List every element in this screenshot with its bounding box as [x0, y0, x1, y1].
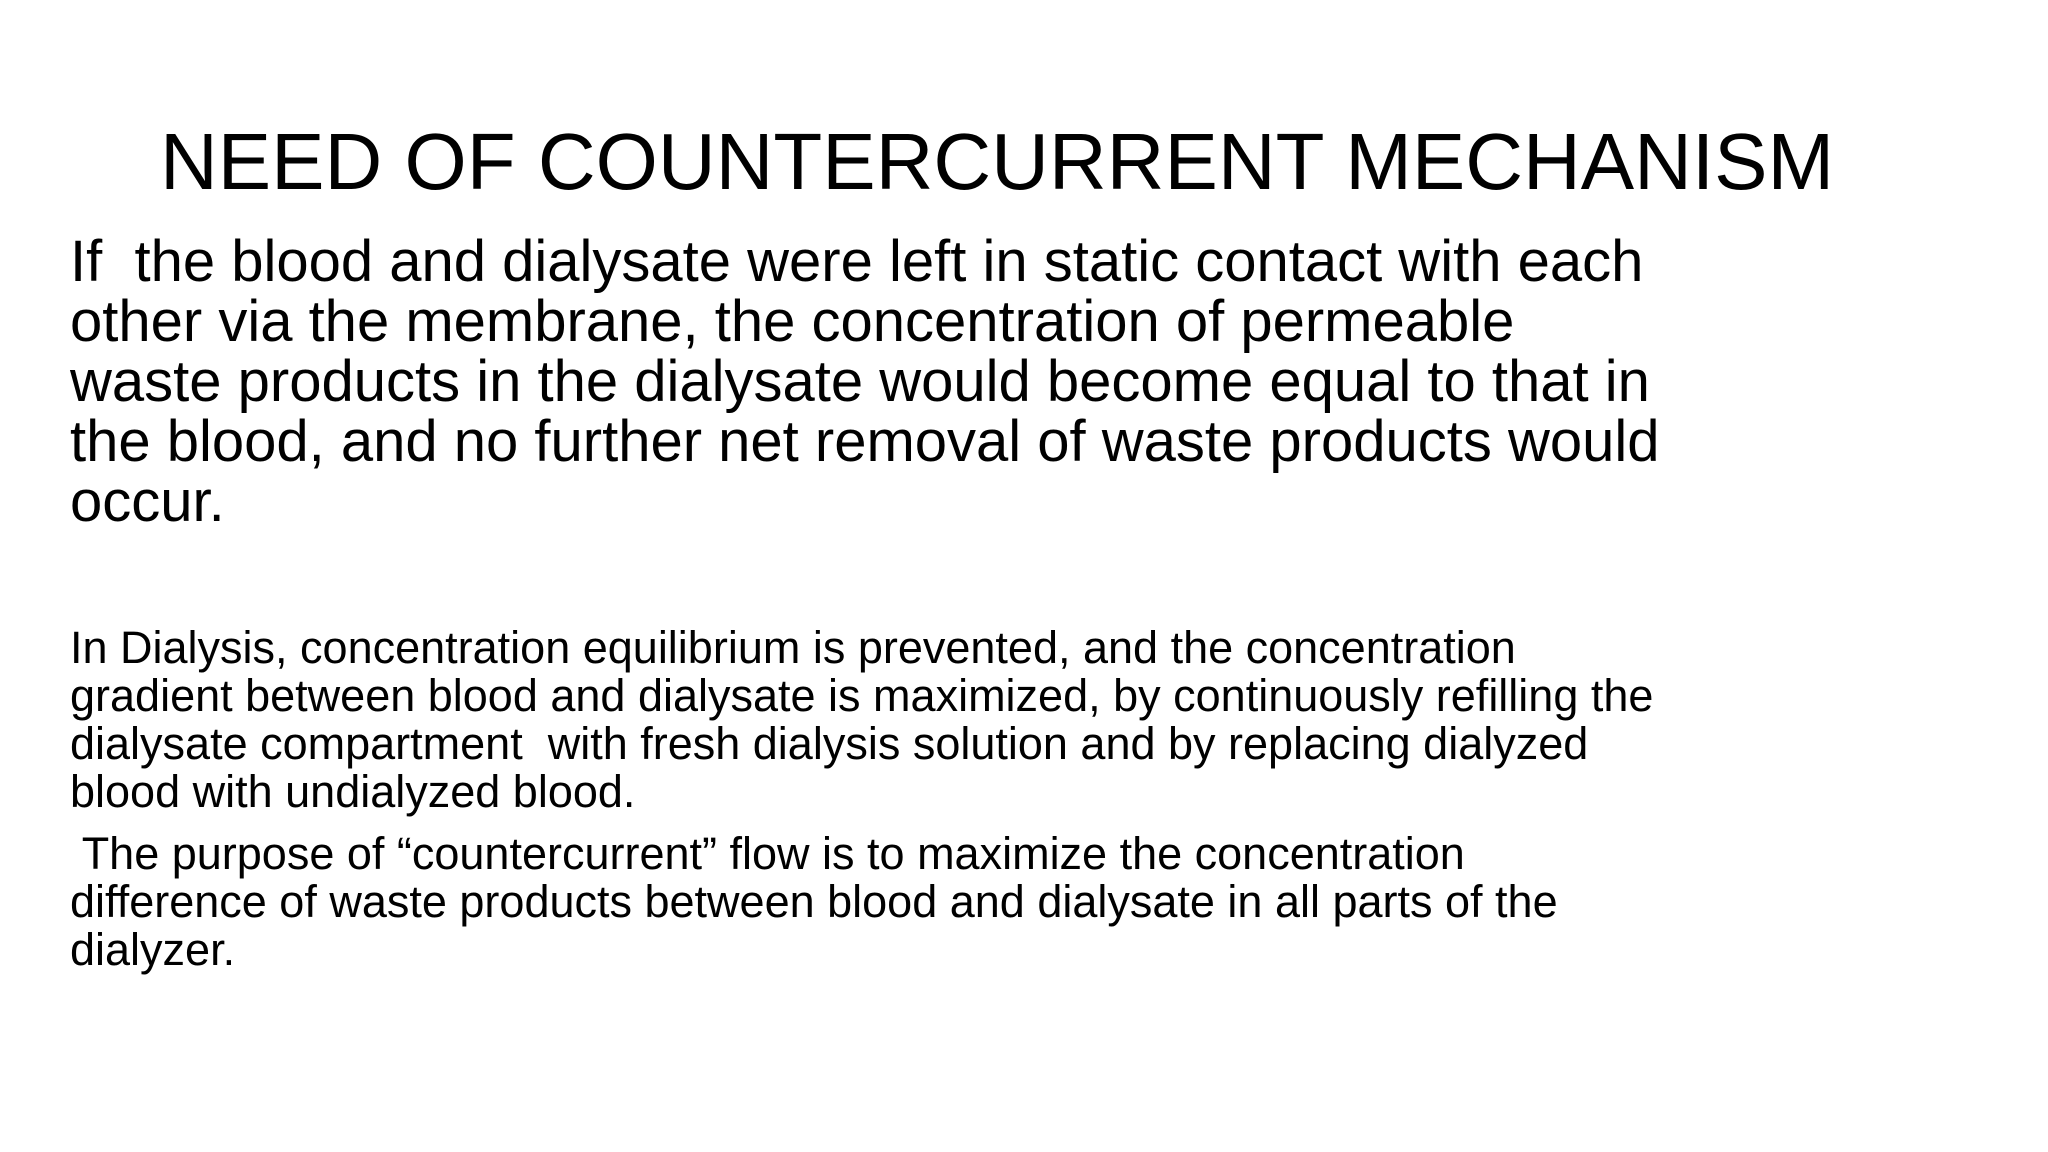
paragraph-line: gradient between blood and dialysate is maximized, by continuously refilling the: [70, 670, 1654, 721]
paragraph-line: difference of waste products between blood and dialysate in all parts of the: [70, 876, 1558, 927]
paragraph-static-contact: [70, 229, 1970, 534]
paragraph-line: In Dialysis, concentration equilibrium is prevented, and the concentration: [70, 622, 1516, 673]
paragraph-line: blood with undialyzed blood.: [70, 766, 636, 817]
paragraph-group-details: [70, 624, 1970, 974]
paragraph-line: the blood, and no further net removal of waste products would: [70, 409, 1660, 474]
paragraph-line: waste products in the dialysate would become equal to that in: [70, 349, 1650, 414]
slide-title: NEED OF COUNTERCURRENT MECHANISM: [160, 117, 1835, 206]
paragraph-line: If the blood and dialysate were left in static contact with each: [70, 229, 1644, 294]
paragraph-line: The purpose of “countercurrent” flow is to maximize the concentration: [70, 828, 1465, 879]
paragraph-countercurrent-purpose: [70, 830, 1970, 974]
paragraph-line: occur.: [70, 469, 225, 534]
paragraph-line: dialyzer.: [70, 924, 236, 975]
paragraph-dialysis-equilibrium: [70, 624, 1970, 816]
paragraph-line: other via the membrane, the concentration of permeable: [70, 289, 1515, 354]
paragraph-line: dialysate compartment with fresh dialysis solution and by replacing dialyzed: [70, 718, 1589, 769]
